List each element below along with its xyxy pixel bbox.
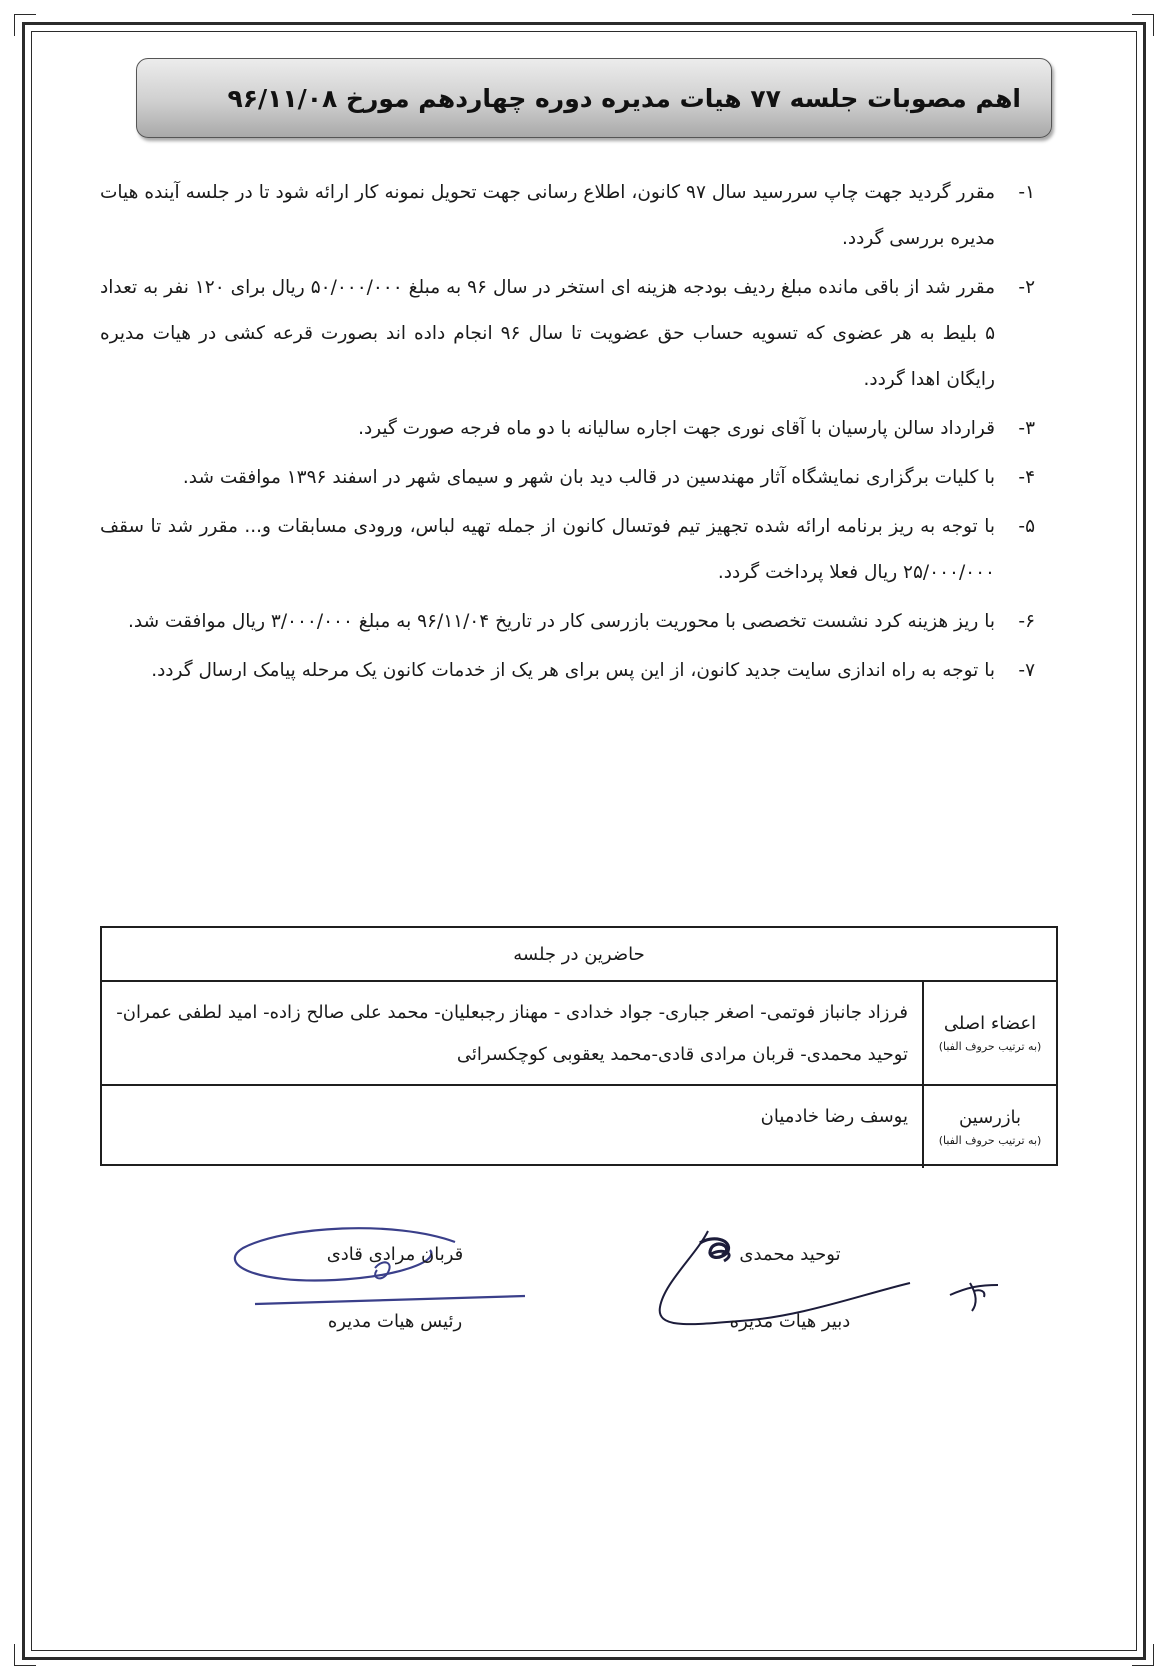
item-text: قرارداد سالن پارسیان با آقای نوری جهت اجاره سالیانه با دو ماه فرجه صورت گیرد. bbox=[358, 418, 995, 439]
item-number: ۵- bbox=[1018, 516, 1035, 537]
chair-name: قربان مرادی قادی bbox=[326, 1244, 464, 1265]
row-sublabel: (به ترتیب حروف الفبا) bbox=[938, 1134, 1042, 1147]
item-text: مقرر گردید جهت چاپ سررسید سال ۹۷ کانون، اطلاع رسانی جهت تحویل نمونه کار ارائه شود تا در جلسه آینده هیات مدیره بررسی گردد. bbox=[100, 182, 995, 249]
item-number: ۳- bbox=[1018, 418, 1035, 439]
item-text: با ریز هزینه کرد نشست تخصصی با محوریت بازرسی کار در تاریخ ۹۶/۱۱/۰۴ به مبلغ ۳/۰۰۰/۰۰۰ ریال موافقت شد. bbox=[128, 611, 995, 632]
secretary-name: توحید محمدی bbox=[739, 1244, 841, 1265]
row-label-cell bbox=[922, 1086, 1056, 1168]
row-label-cell bbox=[922, 982, 1056, 1084]
item-text: مقرر شد از باقی مانده مبلغ ردیف بودجه هزینه ای استخر در سال ۹۶ به مبلغ ۵۰/۰۰۰/۰۰۰ ریال برای ۱۲۰ نفر به تعداد ۵ بلیط به هر عضوی که تسویه حساب حق عضویت تا سال ۹۶ انجام داده اند بصورت قرعه کشی در هیات مدیره رایگان اهدا گردد. bbox=[100, 277, 996, 390]
list-item bbox=[100, 455, 1035, 501]
members-list: فرزاد جانباز فوتمی- اصغر جباری- جواد خدادی - مهناز رجبعلیان- محمد علی صالح زاده- امید لطفی عمران- توحید محمدی- قربان مرادی قادی-محمد یعقوبی کوچکسرائی bbox=[116, 1002, 908, 1065]
item-text: با کلیات برگزاری نمایشگاه آثار مهندسین در قالب دید بان شهر و سیمای شهر در اسفند ۱۳۹۶ موافقت شد. bbox=[182, 467, 995, 488]
row-label: اعضاء اصلی bbox=[943, 1013, 1037, 1034]
list-item bbox=[100, 265, 1035, 403]
secretary-signature-block bbox=[660, 1235, 920, 1332]
chair-role: رئیس هیات مدیره bbox=[327, 1311, 463, 1332]
page-title: اهم مصوبات جلسه ۷۷ هیات مدیره دوره چهاردهم مورخ ۹۶/۱۱/۰۸ bbox=[227, 83, 1021, 113]
table-row bbox=[102, 982, 1056, 1086]
row-label: بازرسین bbox=[958, 1107, 1022, 1128]
chair-signature-block bbox=[260, 1235, 530, 1332]
table-row bbox=[102, 1086, 1056, 1168]
list-item bbox=[100, 170, 1035, 262]
corner-ornament bbox=[1132, 1644, 1154, 1666]
item-number: ۴- bbox=[1018, 467, 1035, 488]
list-item bbox=[100, 599, 1035, 645]
item-text: با توجه به راه اندازی سایت جدید کانون، از این پس برای هر یک از خدمات کانون یک مرحله پیامک ارسال گردد. bbox=[151, 660, 995, 681]
inspectors-list: یوسف رضا خادمیان bbox=[760, 1106, 908, 1127]
list-item bbox=[100, 504, 1035, 596]
resolutions-list bbox=[100, 170, 1035, 697]
corner-ornament bbox=[14, 14, 36, 36]
item-number: ۷- bbox=[1018, 660, 1035, 681]
item-text: با توجه به ریز برنامه ارائه شده تجهیز تیم فوتسال کانون از جمله تهیه لباس، ورودی مسابقات و... مقرر شد تا سقف ۲۵/۰۰۰/۰۰۰ ریال فعلا پرداخت گردد. bbox=[100, 516, 995, 583]
row-sublabel: (به ترتیب حروف الفبا) bbox=[938, 1040, 1042, 1053]
item-number: ۲- bbox=[1018, 277, 1035, 298]
attendance-heading: حاضرین در جلسه bbox=[102, 928, 1056, 982]
secretary-role: دبیر هیات مدیره bbox=[729, 1311, 851, 1332]
attendance-table bbox=[100, 926, 1058, 1166]
corner-ornament bbox=[14, 1644, 36, 1666]
title-banner bbox=[136, 58, 1052, 138]
list-item bbox=[100, 406, 1035, 452]
corner-ornament bbox=[1132, 14, 1154, 36]
list-item bbox=[100, 648, 1035, 694]
item-number: ۱- bbox=[1018, 182, 1035, 203]
item-number: ۶- bbox=[1018, 611, 1035, 632]
